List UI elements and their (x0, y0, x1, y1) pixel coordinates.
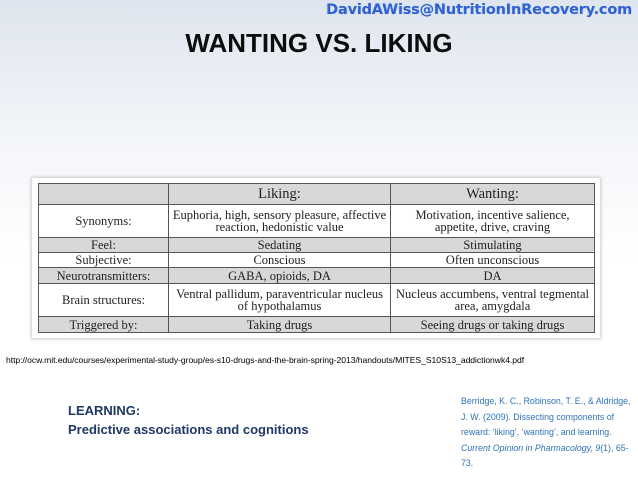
wanting-cell: Seeing drugs or taking drugs (391, 317, 595, 333)
wanting-cell: Often unconscious (391, 252, 595, 268)
watermark: DavidAWiss@NutritionInRecovery.com (326, 2, 632, 18)
citation (461, 394, 636, 472)
comparison-table (38, 183, 595, 333)
citation-authors: Berridge, K. C., Robinson, T. E., & Aldridge, J. W. (2009). Dissecting components of reward: ‘liking’, ‘wanting’, and learning. (461, 396, 631, 437)
row-label: Neurotransmitters: (39, 268, 169, 284)
table-row (39, 317, 595, 333)
source-url: http://ocw.mit.edu/courses/experimental-study-group/es-s10-drugs-and-the-brain-spring-2013/handouts/MITES_S10S13_addictionwk4.pdf (6, 355, 525, 365)
comparison-table-image (32, 178, 600, 338)
citation-journal: Current Opinion in Pharmacology, 9 (461, 442, 601, 453)
wanting-cell: Stimulating (391, 238, 595, 253)
liking-cell: GABA, opioids, DA (169, 268, 391, 284)
row-label: Feel: (39, 238, 169, 253)
citation-issue-pages: (1), 65-73. (461, 442, 629, 468)
table-row (39, 238, 595, 253)
liking-cell: Taking drugs (169, 317, 391, 333)
row-label: Triggered by: (39, 317, 169, 333)
row-label: Subjective: (39, 252, 169, 268)
table-header-liking: Liking: (169, 184, 391, 205)
row-label: Brain structures: (39, 283, 169, 316)
learning-heading: LEARNING: (68, 403, 141, 418)
wanting-cell: Motivation, incentive salience, appetite, drive, craving (391, 204, 595, 237)
table-header-wanting: Wanting: (391, 184, 595, 205)
learning-block (68, 401, 309, 439)
wanting-cell: Nucleus accumbens, ventral tegmental area, amygdala (391, 283, 595, 316)
row-label: Synonyms: (39, 204, 169, 237)
liking-cell: Ventral pallidum, paraventricular nucleus of hypothalamus (169, 283, 391, 316)
table-row (39, 204, 595, 237)
liking-cell: Conscious (169, 252, 391, 268)
liking-cell: Euphoria, high, sensory pleasure, affective reaction, hedonistic value (169, 204, 391, 237)
page-title: WANTING VS. LIKING (185, 28, 453, 58)
liking-cell: Sedating (169, 238, 391, 253)
learning-subheading: Predictive associations and cognitions (68, 422, 309, 437)
table-header-blank (39, 184, 169, 205)
table-row (39, 252, 595, 268)
table-row (39, 268, 595, 284)
wanting-cell: DA (391, 268, 595, 284)
table-row (39, 283, 595, 316)
